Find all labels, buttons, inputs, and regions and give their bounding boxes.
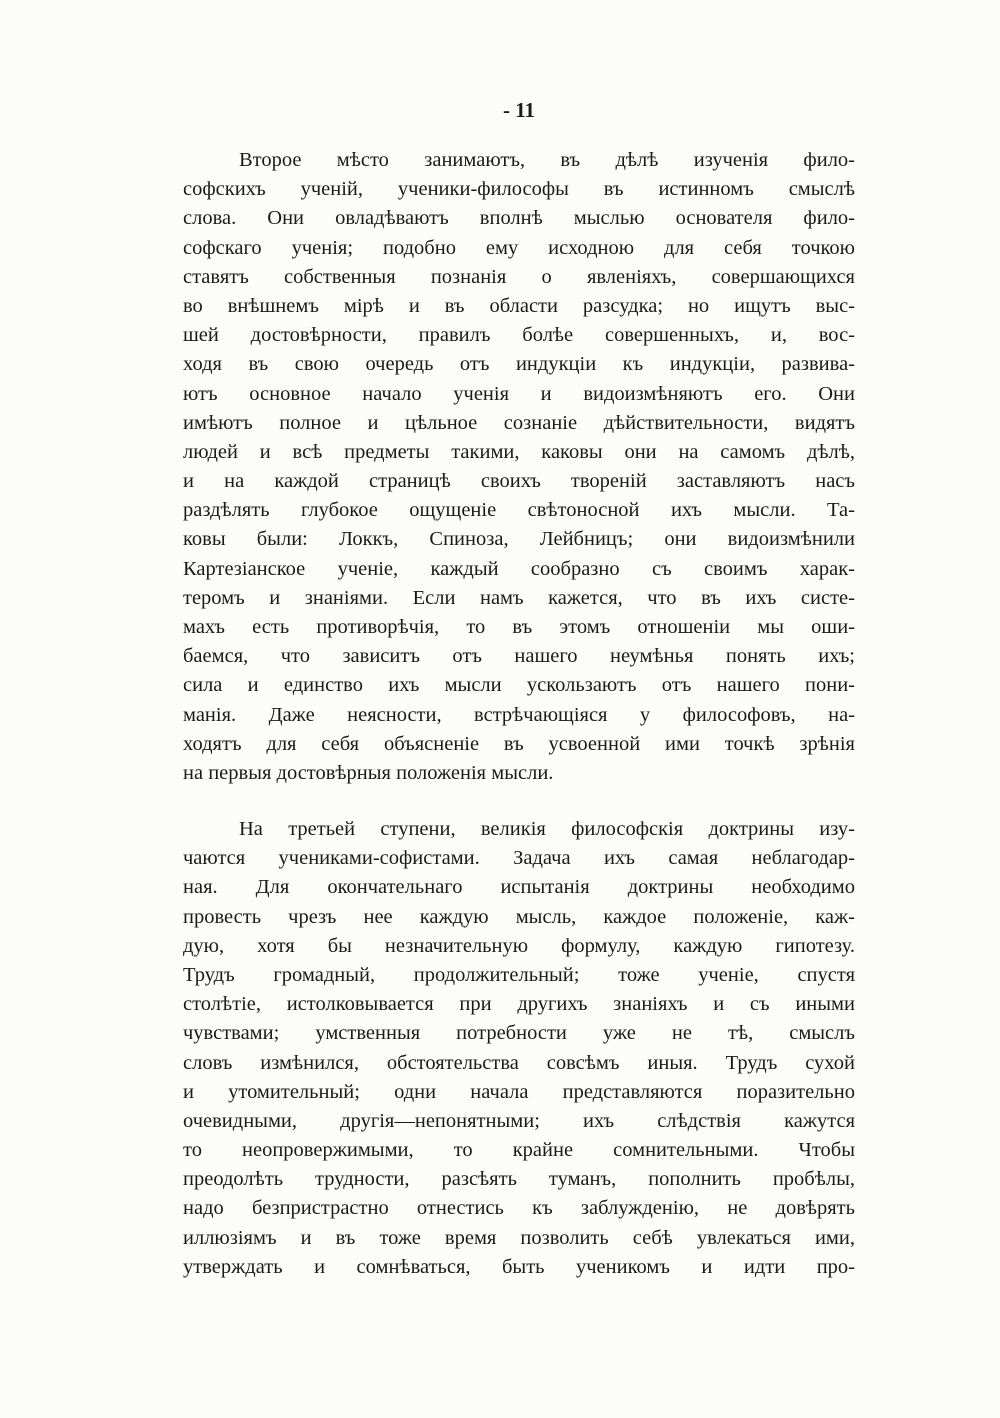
text-line: ковы были: Локкъ, Спиноза, Лейбницъ; они видоизмѣнили [183,528,855,551]
text-line: очевидными, другія—непонятными; ихъ слѣдствія кажутся [183,1109,855,1132]
text-line: имѣютъ полное и цѣльное сознаніе дѣйствительности, видятъ [183,411,855,434]
text-line: Трудъ громадный, продолжительный; тоже ученіе, спустя [183,963,855,986]
text-line: людей и всѣ предметы такими, каковы они на самомъ дѣлѣ, [183,440,855,463]
text-line: шей достовѣрности, правилъ болѣе совершенныхъ, и, вос- [183,324,855,347]
text-line: иллюзіямъ и въ тоже время позволить себѣ увлекаться ими, [183,1226,855,1249]
text-line: и на каждой страницѣ своихъ твореній заставляютъ насъ [183,470,855,493]
text-line: утверждать и сомнѣваться, быть ученикомъ и идти про- [183,1255,855,1278]
text-line: чаются учениками-софистами. Задача ихъ самая неблагодар- [183,847,855,870]
text-line: баемся, что зависитъ отъ нашего неумѣнья понять ихъ; [183,645,855,668]
text-line: дую, хотя бы незначительную формулу, каждую гипотезу. [183,934,855,957]
text-line: софскихъ ученій, ученики-философы въ истинномъ смыслѣ [183,178,855,201]
text-line: и утомительный; одни начала представляются поразительно [183,1080,855,1103]
text-line: ютъ основное начало ученія и видоизмѣняютъ его. Они [183,382,855,405]
text-line: ная. Для окончательнаго испытанія доктрины необходимо [183,876,855,899]
text-line: ходятъ для себя объясненіе въ усвоенной ими точкѣ зрѣнія [183,732,855,755]
text-line: махъ есть противорѣчія, то въ этомъ отношеніи мы оши- [183,616,855,638]
text-line: манія. Даже неясности, встрѣчающіяся у философовъ, на- [183,703,855,726]
text-line: Картезіанское ученіе, каждый сообразно съ своимъ харак- [183,557,855,580]
text-line: ставятъ собственныя познанія о явленіяхъ, совершающихся [183,265,855,288]
text-line: сила и единство ихъ мысли ускользаютъ отъ нашего пони- [183,674,855,697]
text-line: надо безпристрастно отнестись къ заблужденію, не довѣрять [183,1197,855,1220]
text-line: преодолѣть трудности, разсѣять туманъ, пополнить пробѣлы, [183,1168,855,1191]
text-line: слова. Они овладѣваютъ вполнѣ мыслью основателя фило- [183,207,855,230]
text-line: словъ измѣнился, обстоятельства совсѣмъ иныя. Трудъ сухой [183,1051,855,1074]
text-line: ходя въ свою очередь отъ индукціи къ индукціи, развива- [183,353,855,376]
text-line: столѣтіе, истолковывается при другихъ знаніяхъ и съ иными [183,993,855,1016]
text-line: Второе мѣсто занимаютъ, въ дѣлѣ изученія фило- [239,149,855,171]
text-line: теромъ и знаніями. Если намъ кажется, что въ ихъ систе- [183,586,855,609]
text-line: провесть чрезъ нее каждую мысль, каждое положеніе, каж- [183,905,855,928]
text-line: раздѣлять глубокое ощущеніе свѣтоносной ихъ мысли. Та- [183,499,855,522]
text-line: то неопровержимыми, то крайне сомнительными. Чтобы [183,1139,855,1162]
text-line: во внѣшнемъ мірѣ и въ области разсудка; но ищутъ выс- [183,294,855,317]
text-line: софскаго ученія; подобно ему исходною для себя точкою [183,236,855,259]
paragraph-1 [183,146,855,788]
page-number: - 11 [502,98,536,122]
text-line: на первыя достовѣрныя положенія мысли. [183,761,554,784]
paragraph-2 [183,815,855,1282]
text-line: На третьей ступени, великія философскія доктрины изу- [239,818,855,840]
text-line: чувствами; умственныя потребности уже не тѣ, смыслъ [183,1022,855,1045]
